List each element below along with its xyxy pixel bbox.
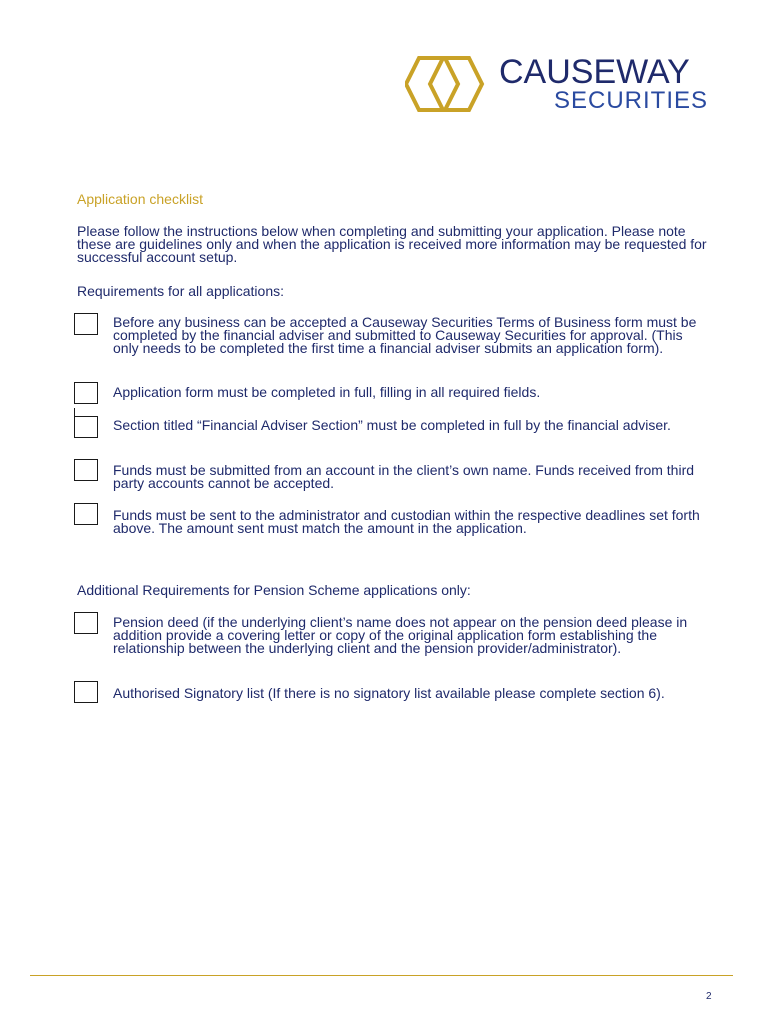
checkbox[interactable]: [74, 503, 98, 525]
checklist-item-text: Application form must be completed in full, filling in all required fields.: [113, 384, 541, 400]
divider: [74, 408, 75, 416]
causeway-logo: [405, 52, 725, 122]
checklist-item-text: Funds must be sent to the administrator and custodian within the respective deadlines set forth above. The amount sent must match the amount in the application.: [113, 507, 700, 536]
checklist-item-text: Before any business can be accepted a Causeway Securities Terms of Business form must be completed by the financial adviser and submitted to Causeway Securities for approval. (This only needs to be completed the first time a financial adviser submits an application form).: [113, 314, 697, 356]
page-title: Application checklist: [77, 191, 204, 207]
checklist-item-text: Funds must be submitted from an account in the client’s own name. Funds received from third party accounts cannot be accepted.: [113, 462, 695, 491]
page-number: 2: [706, 991, 712, 1002]
checklist-item-text: Authorised Signatory list (If there is no signatory list available please complete section 6).: [113, 685, 665, 701]
checklist-item-text: Section titled “Financial Adviser Section” must be completed in full by the financial adviser.: [113, 417, 671, 433]
checkbox[interactable]: [74, 416, 98, 438]
hexagon-logo-icon: [405, 56, 497, 116]
checkbox[interactable]: [74, 382, 98, 404]
checkbox[interactable]: [74, 459, 98, 481]
pension-requirements-label: Additional Requirements for Pension Scheme applications only:: [77, 582, 471, 598]
checklist-item-text: Pension deed (if the underlying client’s name does not appear on the pension deed please in addition provide a covering letter or copy of the original application form establishing the relationship between the underlying client and the pension provider/administrator).: [113, 614, 688, 656]
requirements-label: Requirements for all applications:: [77, 283, 284, 299]
intro-paragraph: Please follow the instructions below when completing and submitting your application. Please note these are guidelines only and when the application is received more information may be requested for successful account setup.: [77, 223, 707, 265]
checkbox[interactable]: [74, 313, 98, 335]
brand-name: CAUSEWAY: [499, 53, 690, 91]
checkbox[interactable]: [74, 612, 98, 634]
footer-divider: [30, 975, 733, 976]
brand-subtitle: SECURITIES: [554, 87, 709, 114]
checkbox[interactable]: [74, 681, 98, 703]
